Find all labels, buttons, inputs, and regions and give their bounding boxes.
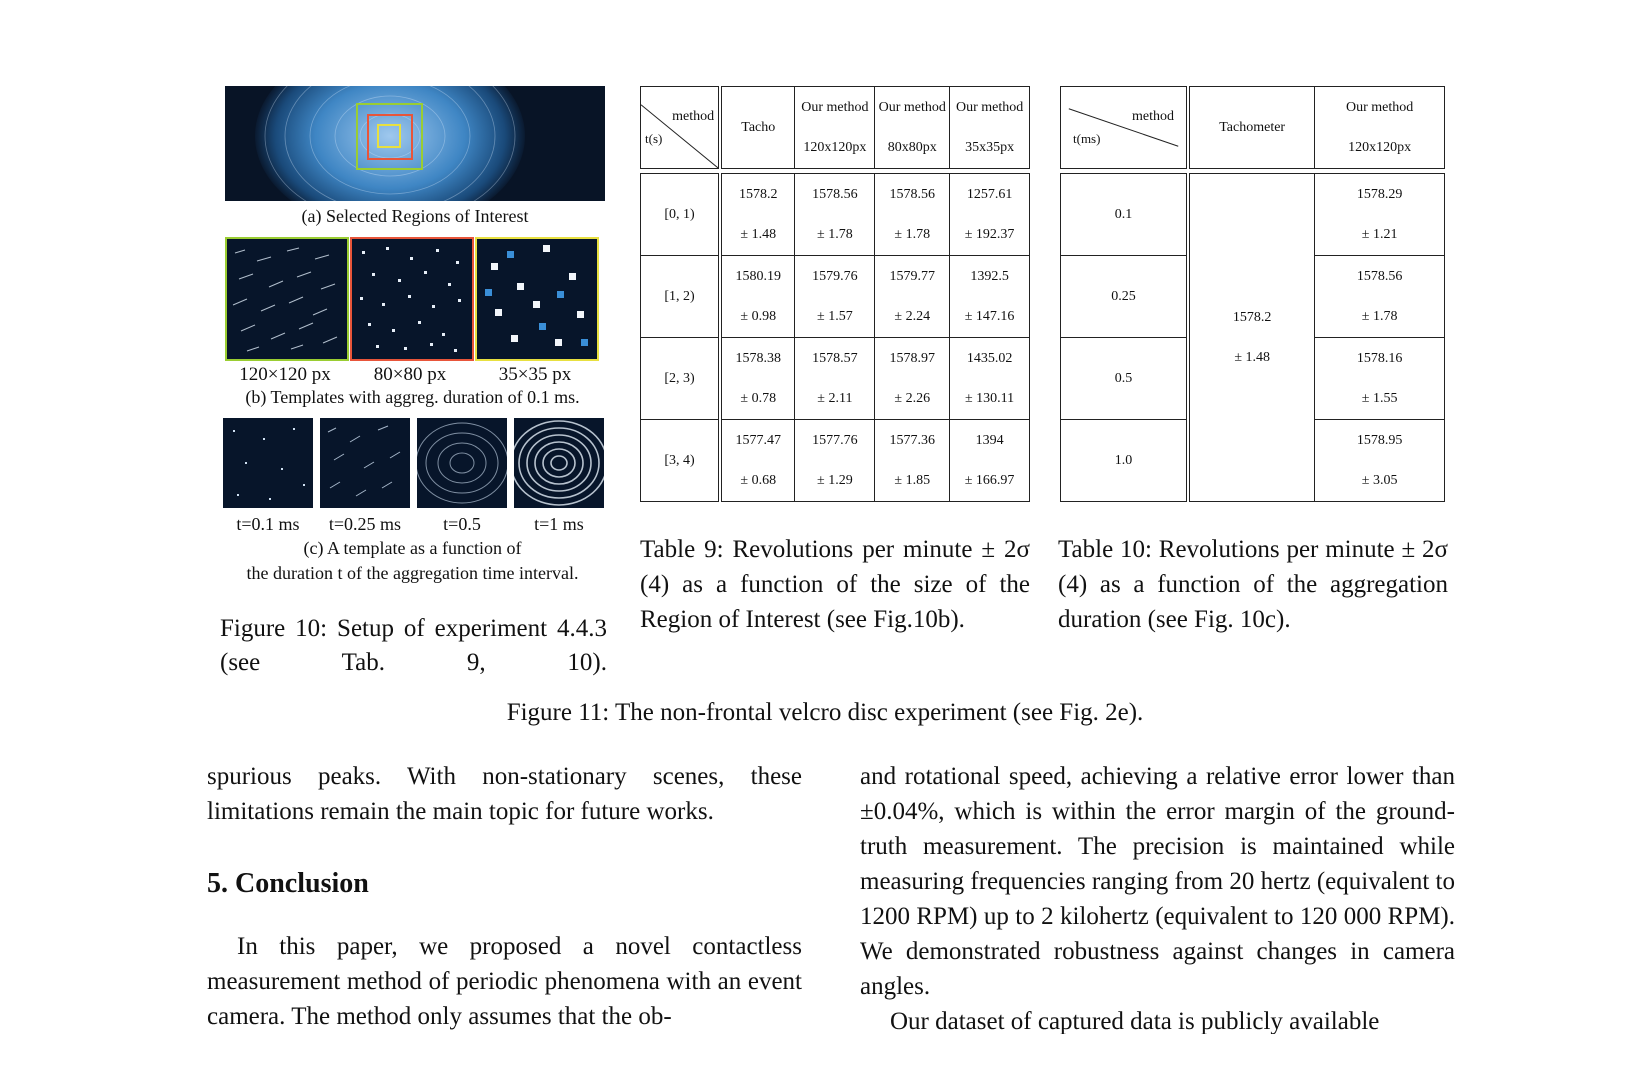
table-9-corner-time: t(s) xyxy=(645,131,663,146)
table-9-cell: 1577.47 ± 0.68 xyxy=(720,420,795,502)
table-10-cell: 1578.16 ± 1.55 xyxy=(1315,338,1445,420)
time-label-0.1: t=0.1 ms xyxy=(236,514,300,534)
figure-10a-image xyxy=(225,86,605,201)
table-10-header-120: Our method 120x120px xyxy=(1315,87,1445,169)
right-column-paragraph-2: Our dataset of captured data is publicly available xyxy=(890,1008,1380,1034)
template-80-image xyxy=(350,237,474,361)
table-9-row xyxy=(641,338,1030,420)
aggregation-image-1ms xyxy=(514,418,604,508)
table-9-row-label: [0, 1) xyxy=(641,174,721,256)
table-9-row xyxy=(641,256,1030,338)
table-10-cell: 1578.29 ± 1.21 xyxy=(1315,174,1445,256)
template-120-image xyxy=(225,237,349,361)
figure-10-caption: Figure 10: Setup of experiment 4.4.3 (see Tab. 9, 10). xyxy=(220,615,607,676)
right-column-paragraph-1: and rotational speed, achieving a relative error lower than ±0.04%, which is within the error margin of the ground-truth measurement. The precision is maintained while measuring frequencies ranging from 20 hertz (equivalent to 1200 RPM) up to 2 kilohertz (equivalent to 120 000 RPM). We demonstrated robustness against changes in camera angles. xyxy=(860,763,1455,1000)
table-9-cell: 1580.19 ± 0.98 xyxy=(720,256,795,338)
table-9 xyxy=(640,86,1030,502)
table-9-cell: 1577.76 ± 1.29 xyxy=(795,420,875,502)
table-10-cell: 1578.95 ± 3.05 xyxy=(1315,420,1445,502)
table-10-corner-time: t(ms) xyxy=(1073,131,1101,146)
table-9-header-120: Our method 120x120px xyxy=(795,87,875,169)
table-9-cell: 1394 ± 166.97 xyxy=(950,420,1030,502)
table-10-header-row xyxy=(1061,87,1445,169)
table-10-header-tachometer: Tachometer xyxy=(1188,87,1315,169)
template-label-35: 35×35 px xyxy=(498,364,572,385)
aggregation-image-0.5ms xyxy=(417,418,507,508)
table-9-cell: 1578.56 ± 1.78 xyxy=(875,174,950,256)
table-10-row-label: 0.5 xyxy=(1061,338,1189,420)
template-label-120: 120×120 px xyxy=(239,364,331,385)
table-9-cell: 1578.56 ± 1.78 xyxy=(795,174,875,256)
section-heading-conclusion: 5. Conclusion xyxy=(207,868,369,899)
template-35-image xyxy=(475,237,599,361)
table-10-row xyxy=(1061,174,1445,256)
template-label-80: 80×80 px xyxy=(373,364,447,385)
table-9-row-label: [1, 2) xyxy=(641,256,721,338)
table-9-row xyxy=(641,420,1030,502)
table-9-cell: 1579.77 ± 2.24 xyxy=(875,256,950,338)
time-label-0.5: t=0.5 xyxy=(443,514,481,534)
aggregation-image-0.25ms xyxy=(320,418,410,508)
table-9-row-label: [3, 4) xyxy=(641,420,721,502)
table-9-header-80: Our method 80x80px xyxy=(875,87,950,169)
table-9-corner xyxy=(641,87,721,169)
table-10 xyxy=(1060,86,1445,502)
table-9-cell: 1257.61 ± 192.37 xyxy=(950,174,1030,256)
table-9-row xyxy=(641,174,1030,256)
figure-10b-caption: (b) Templates with aggreg. duration of 0.1 ms. xyxy=(245,387,580,407)
table-10-tacho-cell: 1578.2 ± 1.48 xyxy=(1188,174,1315,502)
time-label-0.25: t=0.25 ms xyxy=(328,514,402,534)
table-10-row-label: 0.25 xyxy=(1061,256,1189,338)
table-10-row-label: 0.1 xyxy=(1061,174,1189,256)
table-9-header-tacho: Tacho xyxy=(720,87,795,169)
table-9-caption: Table 9: Revolutions per minute ± 2σ (4) as a function of the size of the Region of Interest (see Fig.10b). xyxy=(640,536,1030,633)
table-10-corner-method: method xyxy=(1132,109,1175,124)
table-10-row-label: 1.0 xyxy=(1061,420,1189,502)
left-column-paragraph-2: In this paper, we proposed a novel contactless measurement method of periodic phenomena with an event camera. The method only assumes that the ob- xyxy=(207,933,802,1030)
table-9-cell: 1578.57 ± 2.11 xyxy=(795,338,875,420)
table-9-cell: 1577.36 ± 1.85 xyxy=(875,420,950,502)
table-9-cell: 1392.5 ± 147.16 xyxy=(950,256,1030,338)
aggregation-image-0.1ms xyxy=(223,418,313,508)
table-9-cell: 1578.2 ± 1.48 xyxy=(720,174,795,256)
table-9-header-row xyxy=(641,87,1030,169)
table-9-corner-method: method xyxy=(672,109,715,124)
table-10-cell: 1578.56 ± 1.78 xyxy=(1315,256,1445,338)
figure-10c-caption-line1: (c) A template as a function of xyxy=(303,538,522,558)
time-label-1: t=1 ms xyxy=(534,514,584,534)
table-9-header-35: Our method 35x35px xyxy=(950,87,1030,169)
left-column-paragraph-1: spurious peaks. With non-stationary scenes, these limitations remain the main topic for future works. xyxy=(207,763,802,825)
table-10-caption: Table 10: Revolutions per minute ± 2σ (4) as a function of the aggregation duration (see Fig. 10c). xyxy=(1058,536,1448,633)
figure-10a-caption: (a) Selected Regions of Interest xyxy=(301,206,529,226)
table-9-row-label: [2, 3) xyxy=(641,338,721,420)
table-9-cell: 1578.97 ± 2.26 xyxy=(875,338,950,420)
figure-10c-caption-line2: the duration t of the aggregation time interval. xyxy=(246,563,579,583)
table-9-cell: 1435.02 ± 130.11 xyxy=(950,338,1030,420)
table-10-corner xyxy=(1061,87,1189,169)
figure-11-caption: Figure 11: The non-frontal velcro disc experiment (see Fig. 2e). xyxy=(506,699,1144,726)
table-9-cell: 1579.76 ± 1.57 xyxy=(795,256,875,338)
table-9-cell: 1578.38 ± 0.78 xyxy=(720,338,795,420)
